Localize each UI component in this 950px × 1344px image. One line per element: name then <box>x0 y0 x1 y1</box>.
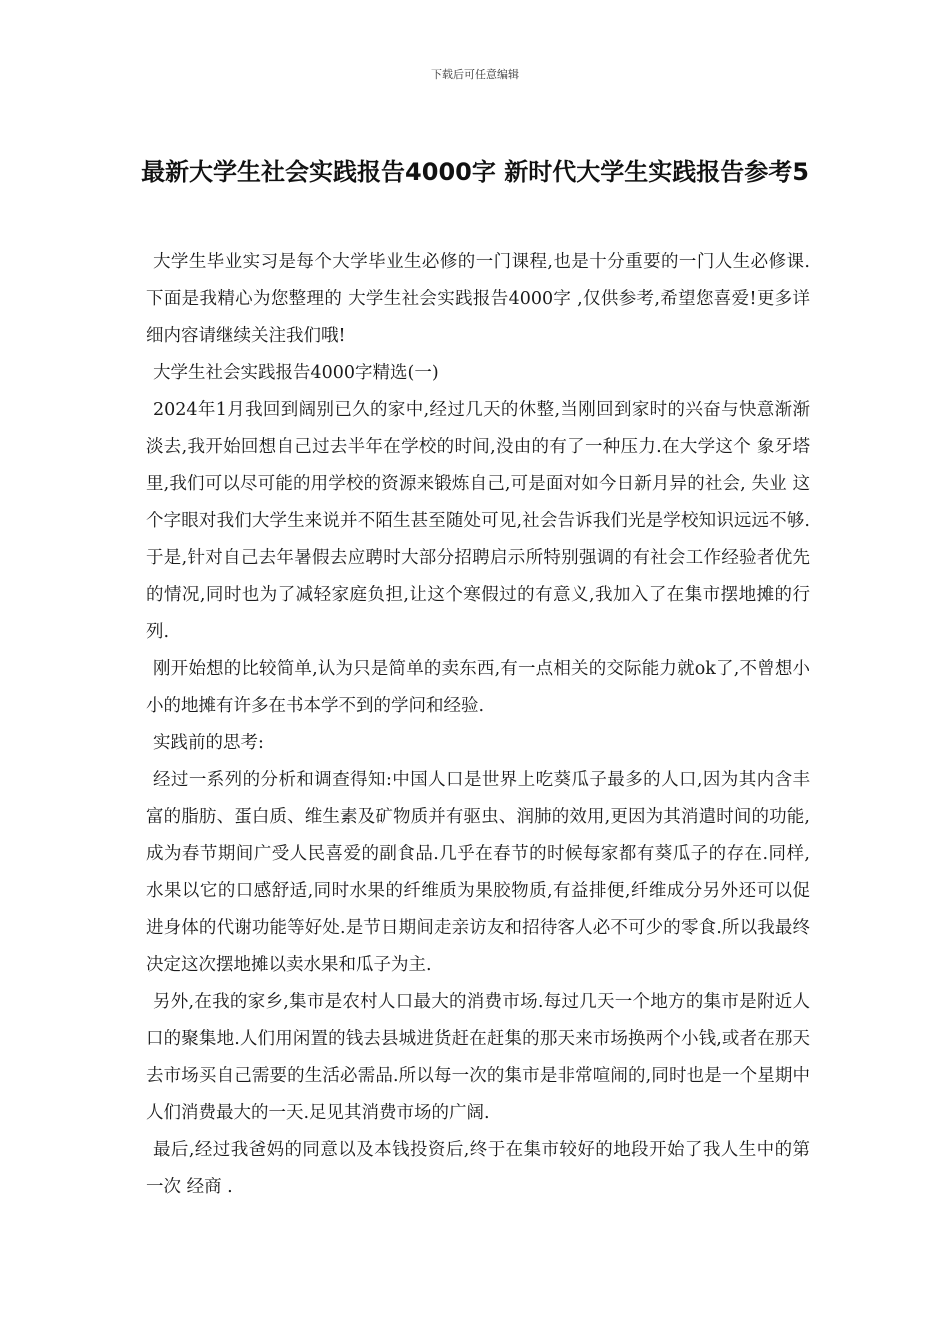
header-note: 下载后可任意编辑 <box>431 68 519 81</box>
paragraph: 经过一系列的分析和调查得知:中国人口是世界上吃葵瓜子最多的人口,因为其内含丰富的脂肪、蛋白质、维生素及矿物质并有驱虫、润肺的效用,更因为其消遣时间的功能,成为春节期间广受人民喜爱的副食品.几乎在春节的时候每家都有葵瓜子的存在.同样,水果以它的口感舒适,同时水果的纤维质为果胶物质,有益排便,纤维成分另外还可以促进身体的代谢功能等好处.是节日期间走亲访友和招待客人必不可少的零食.所以我最终决定这次摆地摊以卖水果和瓜子为主. <box>146 770 810 975</box>
paragraph: 另外,在我的家乡,集市是农村人口最大的消费市场.每过几天一个地方的集市是附近人口的聚集地.人们用闲置的钱去县城进货赶在赶集的那天来市场换两个小钱,或者在那天去市场买自己需要的生活必需品.所以每一次的集市是非常喧闹的,同时也是一个星期中人们消费最大的一天.足见其消费市场的广阔. <box>146 992 810 1123</box>
paragraph: 刚开始想的比较简单,认为只是简单的卖东西,有一点相关的交际能力就ok了,不曾想小小的地摊有许多在书本学不到的学问和经验. <box>146 659 810 716</box>
section-heading: 大学生社会实践报告4000字精选(一) <box>153 363 439 383</box>
paragraph: 最后,经过我爸妈的同意以及本钱投资后,终于在集市较好的地段开始了我人生中的第一次 经商 . <box>146 1140 810 1197</box>
document-body <box>146 244 810 1206</box>
document-title: 最新大学生社会实践报告4000字 新时代大学生实践报告参考5 <box>141 158 809 186</box>
paragraph-intro: 大学生毕业实习是每个大学毕业生必修的一门课程,也是十分重要的一门人生必修课.下面是我精心为您整理的 大学生社会实践报告4000字 ,仅供参考,希望您喜爱!更多详细内容请继续关注我们哦! <box>146 252 810 346</box>
paragraph: 2024年1月我回到阔别已久的家中,经过几天的休整,当刚回到家时的兴奋与快意渐渐淡去,我开始回想自己过去半年在学校的时间,没由的有了一种压力.在大学这个 象牙塔 里,我们可以尽可能的用学校的资源来锻炼自己,可是面对如今日新月异的社会, 失业 这个字眼对我们大学生来说并不陌生甚至随处可见,社会告诉我们光是学校知识远远不够.于是,针对自己去年暑假去应聘时大部分招聘启示所特别强调的有社会工作经验者优先的情况,同时也为了减轻家庭负担,让这个寒假过的有意义,我加入了在集市摆地摊的行列. <box>146 400 810 642</box>
subheading: 实践前的思考: <box>153 733 264 753</box>
